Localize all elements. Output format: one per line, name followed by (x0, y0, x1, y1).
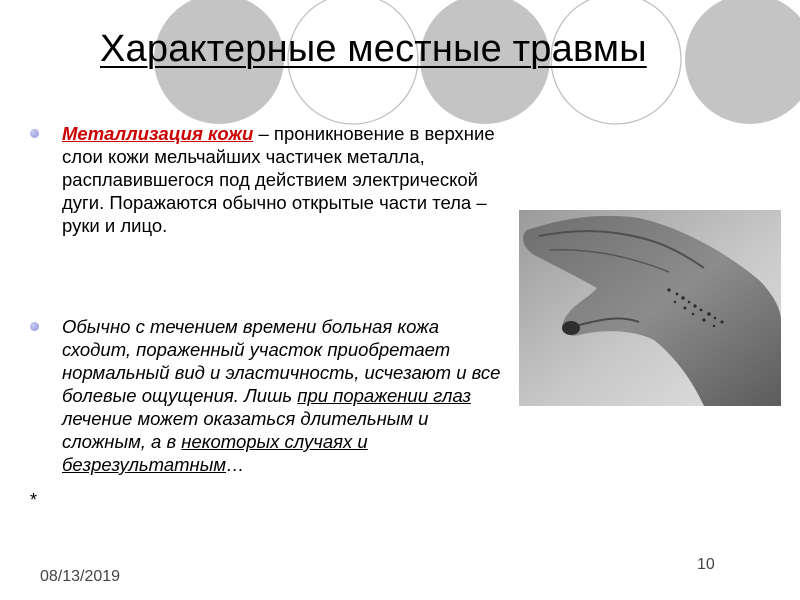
paragraph-metallization (62, 122, 512, 237)
slide-date: 08/13/2019 (40, 568, 121, 585)
paragraph-2-text-c: … (226, 454, 245, 475)
decor-circle-filled (685, 0, 800, 124)
slide-page-number: 10 (697, 556, 715, 573)
paragraph-1-text: – проникновение в верхние слои кожи мельчайших частичек металла, расплавившегося под действием электрической дуги. Поражаются обычно открытые части тела – руки и лицо. (62, 123, 495, 236)
link-eye-damage[interactable]: при поражении глаз (297, 385, 471, 406)
paragraph-2-text-a: Обычно с течением времени больная кожа сходит, пораженный участок приобретает нормальный вид и эластичность, исчезают и все болевые ощущения. Лишь (62, 316, 501, 406)
slide-title: Характерные местные травмы (100, 28, 647, 70)
footnote-star: * (30, 490, 38, 510)
bullet-icon (30, 129, 39, 138)
hand-photo (519, 210, 781, 406)
paragraph-recovery (62, 315, 512, 476)
paragraph-2-text-b: лечение может оказаться длительным и сложным, а в (62, 408, 429, 452)
link-some-cases[interactable]: некоторых случаях и безрезультатным (62, 431, 368, 475)
term-metallization: Металлизация кожи (62, 123, 254, 144)
bullet-icon (30, 322, 39, 331)
